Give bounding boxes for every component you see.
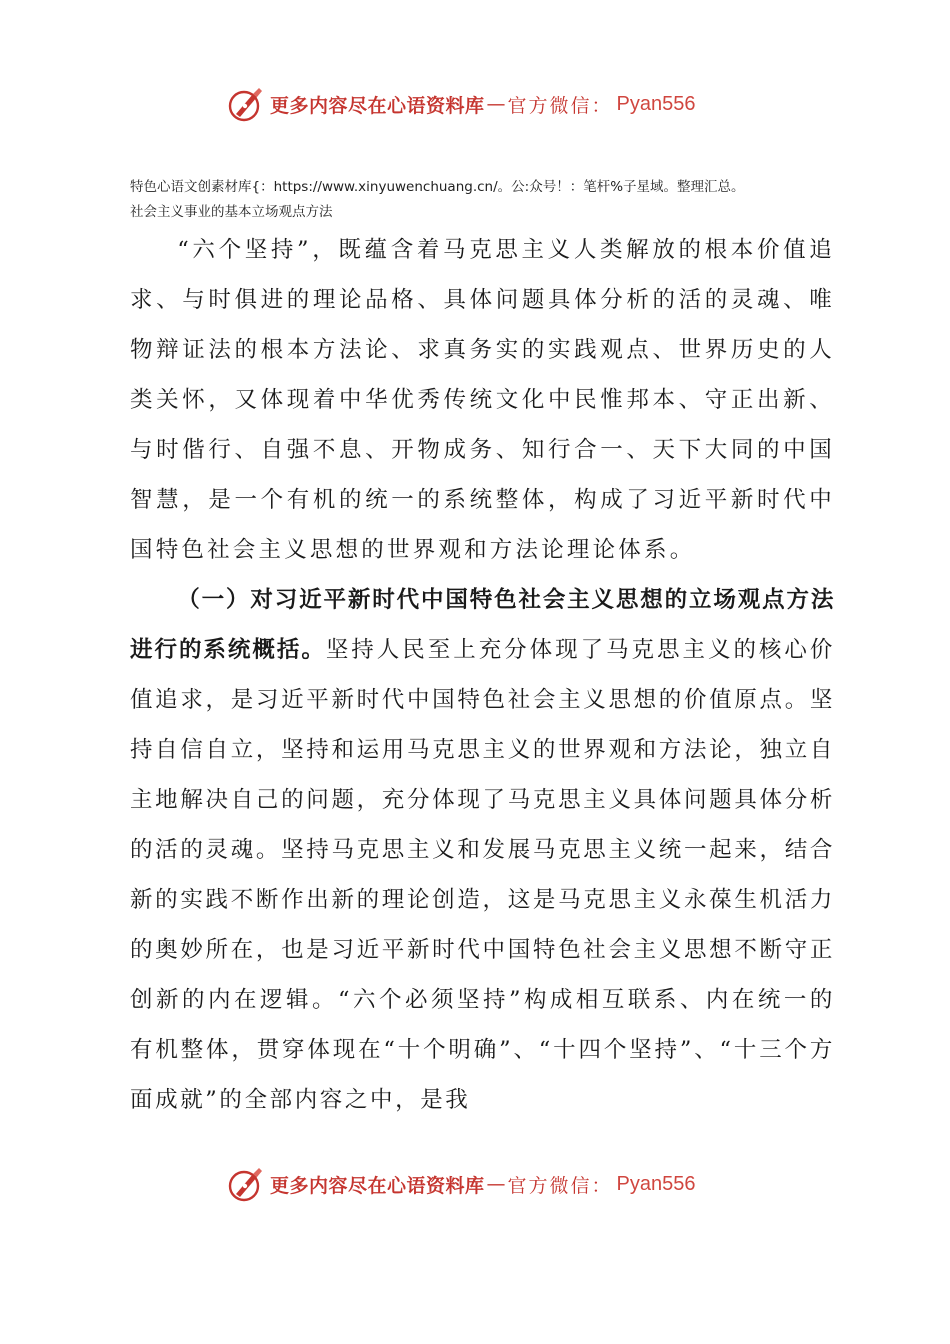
paragraph-2 (130, 575, 835, 1125)
banner-wechat-id: Pyan556 (616, 1172, 696, 1195)
banner-wechat-label: 官方微信： (507, 94, 613, 117)
footer-banner (0, 1162, 950, 1206)
banner-main-text: 更多内容尽在心语资料库 (270, 1174, 485, 1197)
banner-separator: — (486, 1173, 506, 1195)
paragraph-2-heading: （一）对习近平新时代中国特色社会主义思想的立场观点方法进行的系统概括。 (130, 587, 835, 663)
source-line: 特色心语文创素材库{：https://www.xinyuwenchuang.cn/。公:众号！：笔杆%子星域。整理汇总。 (130, 179, 745, 195)
pen-logo-icon (226, 84, 266, 124)
banner-main-text: 更多内容尽在心语资料库 (270, 94, 485, 117)
section-title-line: 社会主义事业的基本立场观点方法 (130, 204, 333, 220)
paragraph-1: “六个坚持”，既蕴含着马克思主义人类解放的根本价值追求、与时俱进的理论品格、具体问题具体分析的活的灵魂、唯物辩证法的根本方法论、求真务实的实践观点、世界历史的人类关怀，又体现着中华优秀传统文化中民惟邦本、守正出新、与时偕行、自强不息、开物成务、知行合一、天下大同的中国智慧，是一个有机的统一的系统整体，构成了习近平新时代中国特色社会主义思想的世界观和方法论理论体系。 (130, 237, 835, 563)
document-body (130, 225, 835, 1125)
banner-separator: — (486, 93, 506, 115)
pen-logo-icon (226, 1164, 266, 1204)
paragraph-2-text: 坚持人民至上充分体现了马克思主义的核心价值追求，是习近平新时代中国特色社会主义思想的价值原点。坚持自信自立，坚持和运用马克思主义的世界观和方法论，独立自主地解决自己的问题，充分体现了马克思主义具体问题具体分析的活的灵魂。坚持马克思主义和发展马克思主义统一起来，结合新的实践不断作出新的理论创造，这是马克思主义永葆生机活力的奥妙所在，也是习近平新时代中国特色社会主义思想不断守正创新的内在逻辑。“六个必须坚持”构成相互联系、内在统一的有机整体，贯穿体现在“十个明确”、“十四个坚持”、“十三个方面成就”的全部内容之中，是我 (130, 637, 835, 1113)
banner-wechat-label: 官方微信： (507, 1174, 613, 1197)
banner-wechat-id: Pyan556 (616, 92, 696, 115)
header-banner (0, 82, 950, 126)
